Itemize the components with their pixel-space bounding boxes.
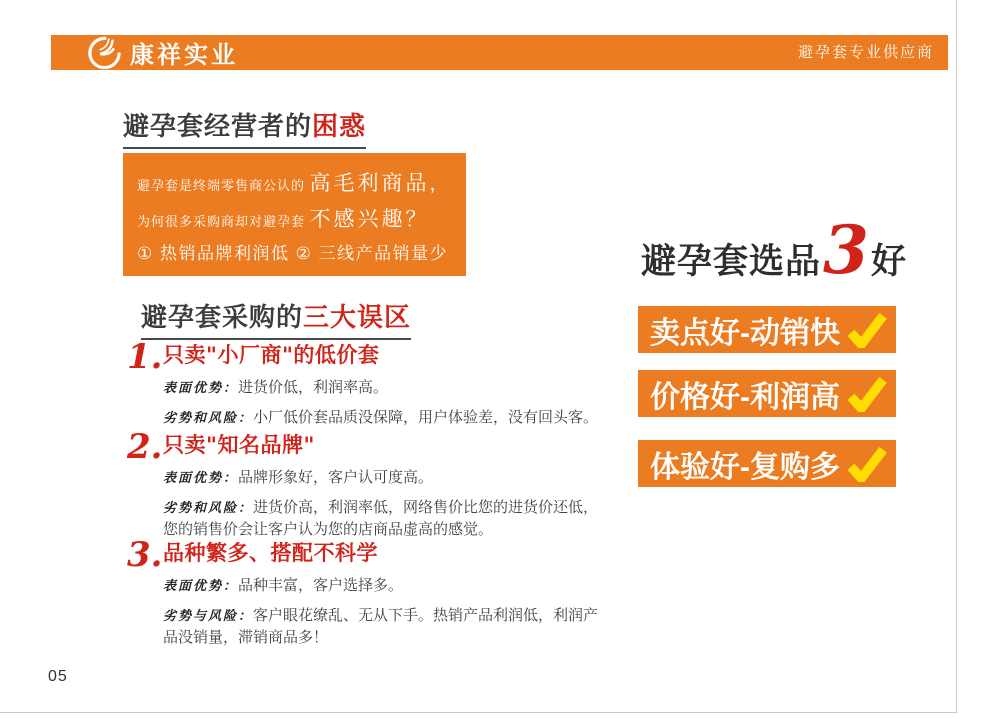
item-pro-line [163,575,599,597]
con-text: 进货价高，利润率低，网络售价比您的进货价还低，您的销售价会让客户认为您的店商品虚高的感觉。 [163,499,599,538]
pro-text: 进货价低，利润率高。 [238,379,389,396]
pro-label: 表面优势： [163,470,239,485]
check-icon [846,312,888,348]
confusion-line-1 [137,167,456,197]
selection-title-prefix: 避孕套选品 [641,242,822,281]
confusion-line2-big: 不感兴趣？ [309,208,430,231]
confusion-line-3: ① 热销品牌利润低 ② 三线产品销量少 [137,244,449,263]
benefit-label: 体验好-复购多 [650,450,840,484]
mistakes-title-prefix: 避孕套采购的 [141,302,304,332]
con-label: 劣势与风险： [163,608,254,623]
confusion-line-2 [137,203,456,233]
mistakes-section-title [141,297,411,340]
item-pro-line [163,377,599,399]
item-number: 1. [127,337,163,377]
pro-label: 表面优势： [163,380,239,395]
benefit-badge-experience [638,440,896,487]
selection-title-number: 3 [823,211,869,289]
pro-text: 品种丰富，客户选择多。 [238,577,404,594]
item-title: 只卖"小厂商"的低价套 [163,342,380,367]
item-number: 3. [127,535,163,575]
confusion-line1-small: 避孕套是终端零售商公认的 [137,178,306,193]
item-con-line [163,407,599,429]
item-number: 2. [127,427,163,467]
confusion-section-title [123,106,366,149]
page-number: 05 [48,668,68,685]
confusion-line2-small: 为何很多采购商却对避孕套 [137,214,306,229]
brand-name: 康祥实业 [130,42,238,69]
logo [87,32,238,73]
con-label: 劣势和风险： [163,500,254,515]
con-text: 客户眼花缭乱、无从下手。热销产品利润低，利润产品没销量，滞销商品多！ [163,607,599,646]
confusion-line1-big: 高毛利商品, [309,172,439,195]
mistake-item-3 [127,537,605,649]
pro-label: 表面优势： [163,578,239,593]
mistakes-title-highlight: 三大误区 [303,302,412,332]
header-tagline: 避孕套专业供应商 [797,44,934,61]
pro-text: 品牌形象好，客户认可度高。 [238,469,434,486]
check-icon [846,376,888,412]
con-text: 小厂低价套品质没保障，用户体验差，没有回头客。 [253,409,599,426]
confusion-title-prefix: 避孕套经营者的 [123,111,313,141]
benefit-badge-selling-point [638,306,896,353]
item-con-line [163,605,599,649]
confusion-box [123,153,466,276]
phoenix-logo-icon [87,36,121,70]
mistake-item-1 [127,339,605,429]
mistake-item-2 [127,429,605,541]
benefit-label: 卖点好-动销快 [650,316,840,350]
con-label: 劣势和风险： [163,410,254,425]
item-pro-line [163,467,599,489]
check-icon [846,446,888,482]
selection-title-suffix: 好 [870,242,907,281]
item-title: 品种繁多、搭配不科学 [163,540,378,565]
item-con-line [163,497,599,541]
confusion-title-highlight: 困惑 [312,111,367,141]
benefit-label: 价格好-利润高 [650,380,840,414]
selection-title [641,211,907,289]
item-title: 只卖"知名品牌" [163,432,315,457]
header-bar [51,35,948,70]
benefit-badge-price [638,370,896,417]
